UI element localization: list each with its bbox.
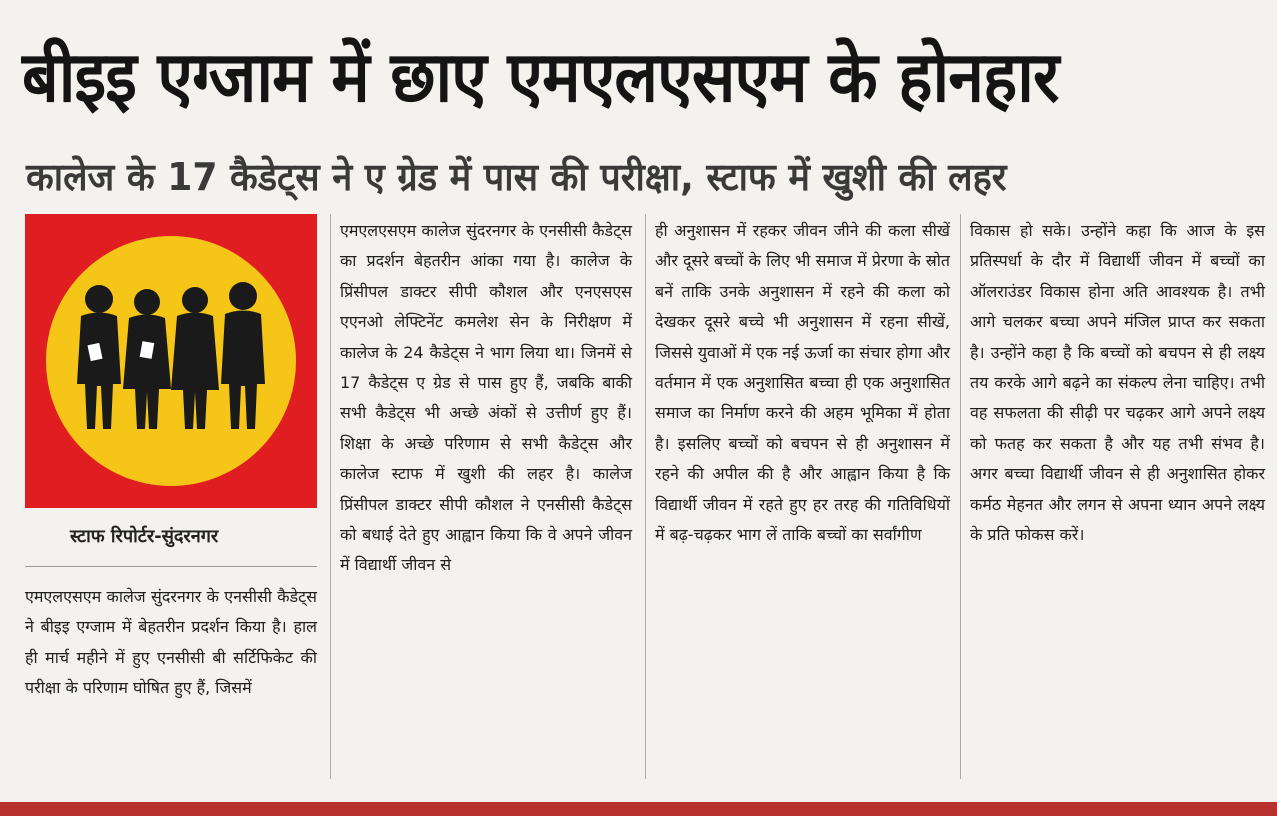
column-divider (330, 214, 331, 779)
byline: स्टाफ रिपोर्टर-सुंदरनगर (70, 526, 219, 547)
footer-bar (0, 802, 1277, 816)
article-photo (25, 214, 317, 508)
column-divider (960, 214, 961, 779)
article-column-4: विकास हो सके। उन्होंने कहा कि आज के इस प्रतिस्पर्धा के दौर में विद्यार्थी जीवन में बच्चों का ऑलराउंडर विकास होना अति आवश्यक है। तभी आगे चलकर बच्चा अपने मंजिल प्राप्त कर सकता है। उन्होंने कहा है कि बच्चों को बचपन से ही लक्ष्य तय करके आगे बढ़ने का संकल्प लेना चाहिए। तभी वह सफलता की सीढ़ी पर चढ़कर आगे अपने लक्ष्य को फतह कर सकता है और यह तभी संभव है। अगर बच्चा विद्यार्थी जीवन से ही अनुशासित होकर कर्मठ मेहनत और लगन से अपना ध्यान अपने लक्ष्य के प्रति फोकस करें। (970, 221, 1265, 545)
column-divider (645, 214, 646, 779)
headline: बीइइ एग्जाम में छाए एमएलएसएम के होनहार (22, 36, 1059, 118)
group-of-people-icon (25, 214, 317, 508)
subheadline: कालेज के 17 कैडेट्स ने ए ग्रेड में पास की परीक्षा, स्टाफ में खुशी की लहर (26, 155, 1007, 199)
article-column-2: एमएलएसएम कालेज सुंदरनगर के एनसीसी कैडेट्स का प्रदर्शन बेहतरीन आंका गया है। कालेज के प्रिंसीपल डाक्टर सीपी कौशल और एनएसएस एएनओ लेफ्टिनेंट कमलेश सेन के निरीक्षण में कालेज के 24 कैडेट्स ने भाग लिया था। जिनमें से 17 कैडेट्स ए ग्रेड से पास हुए हैं, जबकि बाकी सभी कैडेट्स भी अच्छे अंकों से उत्तीर्ण हुए हैं। शिक्षा के अच्छे परिणाम से सभी कैडेट्स और कालेज स्टाफ में खुशी की लहर है। कालेज प्रिंसीपल डाक्टर सीपी कौशल ने एनसीसी कैडेट्स को बधाई देते हुए आह्वान किया कि वे अपने जीवन में विद्यार्थी जीवन से (340, 221, 632, 575)
article-column-3: ही अनुशासन में रहकर जीवन जीने की कला सीखें और दूसरे बच्चों के लिए भी समाज में प्रेरणा के स्रोत बनें ताकि उनके अनुशासन में रहने की कला को देखकर दूसरे बच्चे भी अनुशासन में रहना सीखें, जिससे युवाओं में एक नई ऊर्जा का संचार होगा और वर्तमान में एक अनुशासित बच्चा ही एक अनुशासित समाज का निर्माण करने की अहम भूमिका में होता है। इसलिए बच्चों को बचपन से ही अनुशासन में रहने की अपील की है और आह्वान किया है कि विद्यार्थी जीवन में रहते हुए हर तरह की गतिविधियों में बढ़-चढ़कर भाग लें ताकि बच्चों का सर्वांगीण (655, 221, 950, 545)
article-column-1: एमएलएसएम कालेज सुंदरनगर के एनसीसी कैडेट्स ने बीइइ एग्जाम में बेहतरीन प्रदर्शन किया है। हाल ही मार्च महीने में हुए एनसीसी बी सर्टिफिकेट की परीक्षा के परिणाम घोषित हुए हैं, जिसमें (25, 587, 317, 698)
byline-divider (25, 566, 317, 567)
